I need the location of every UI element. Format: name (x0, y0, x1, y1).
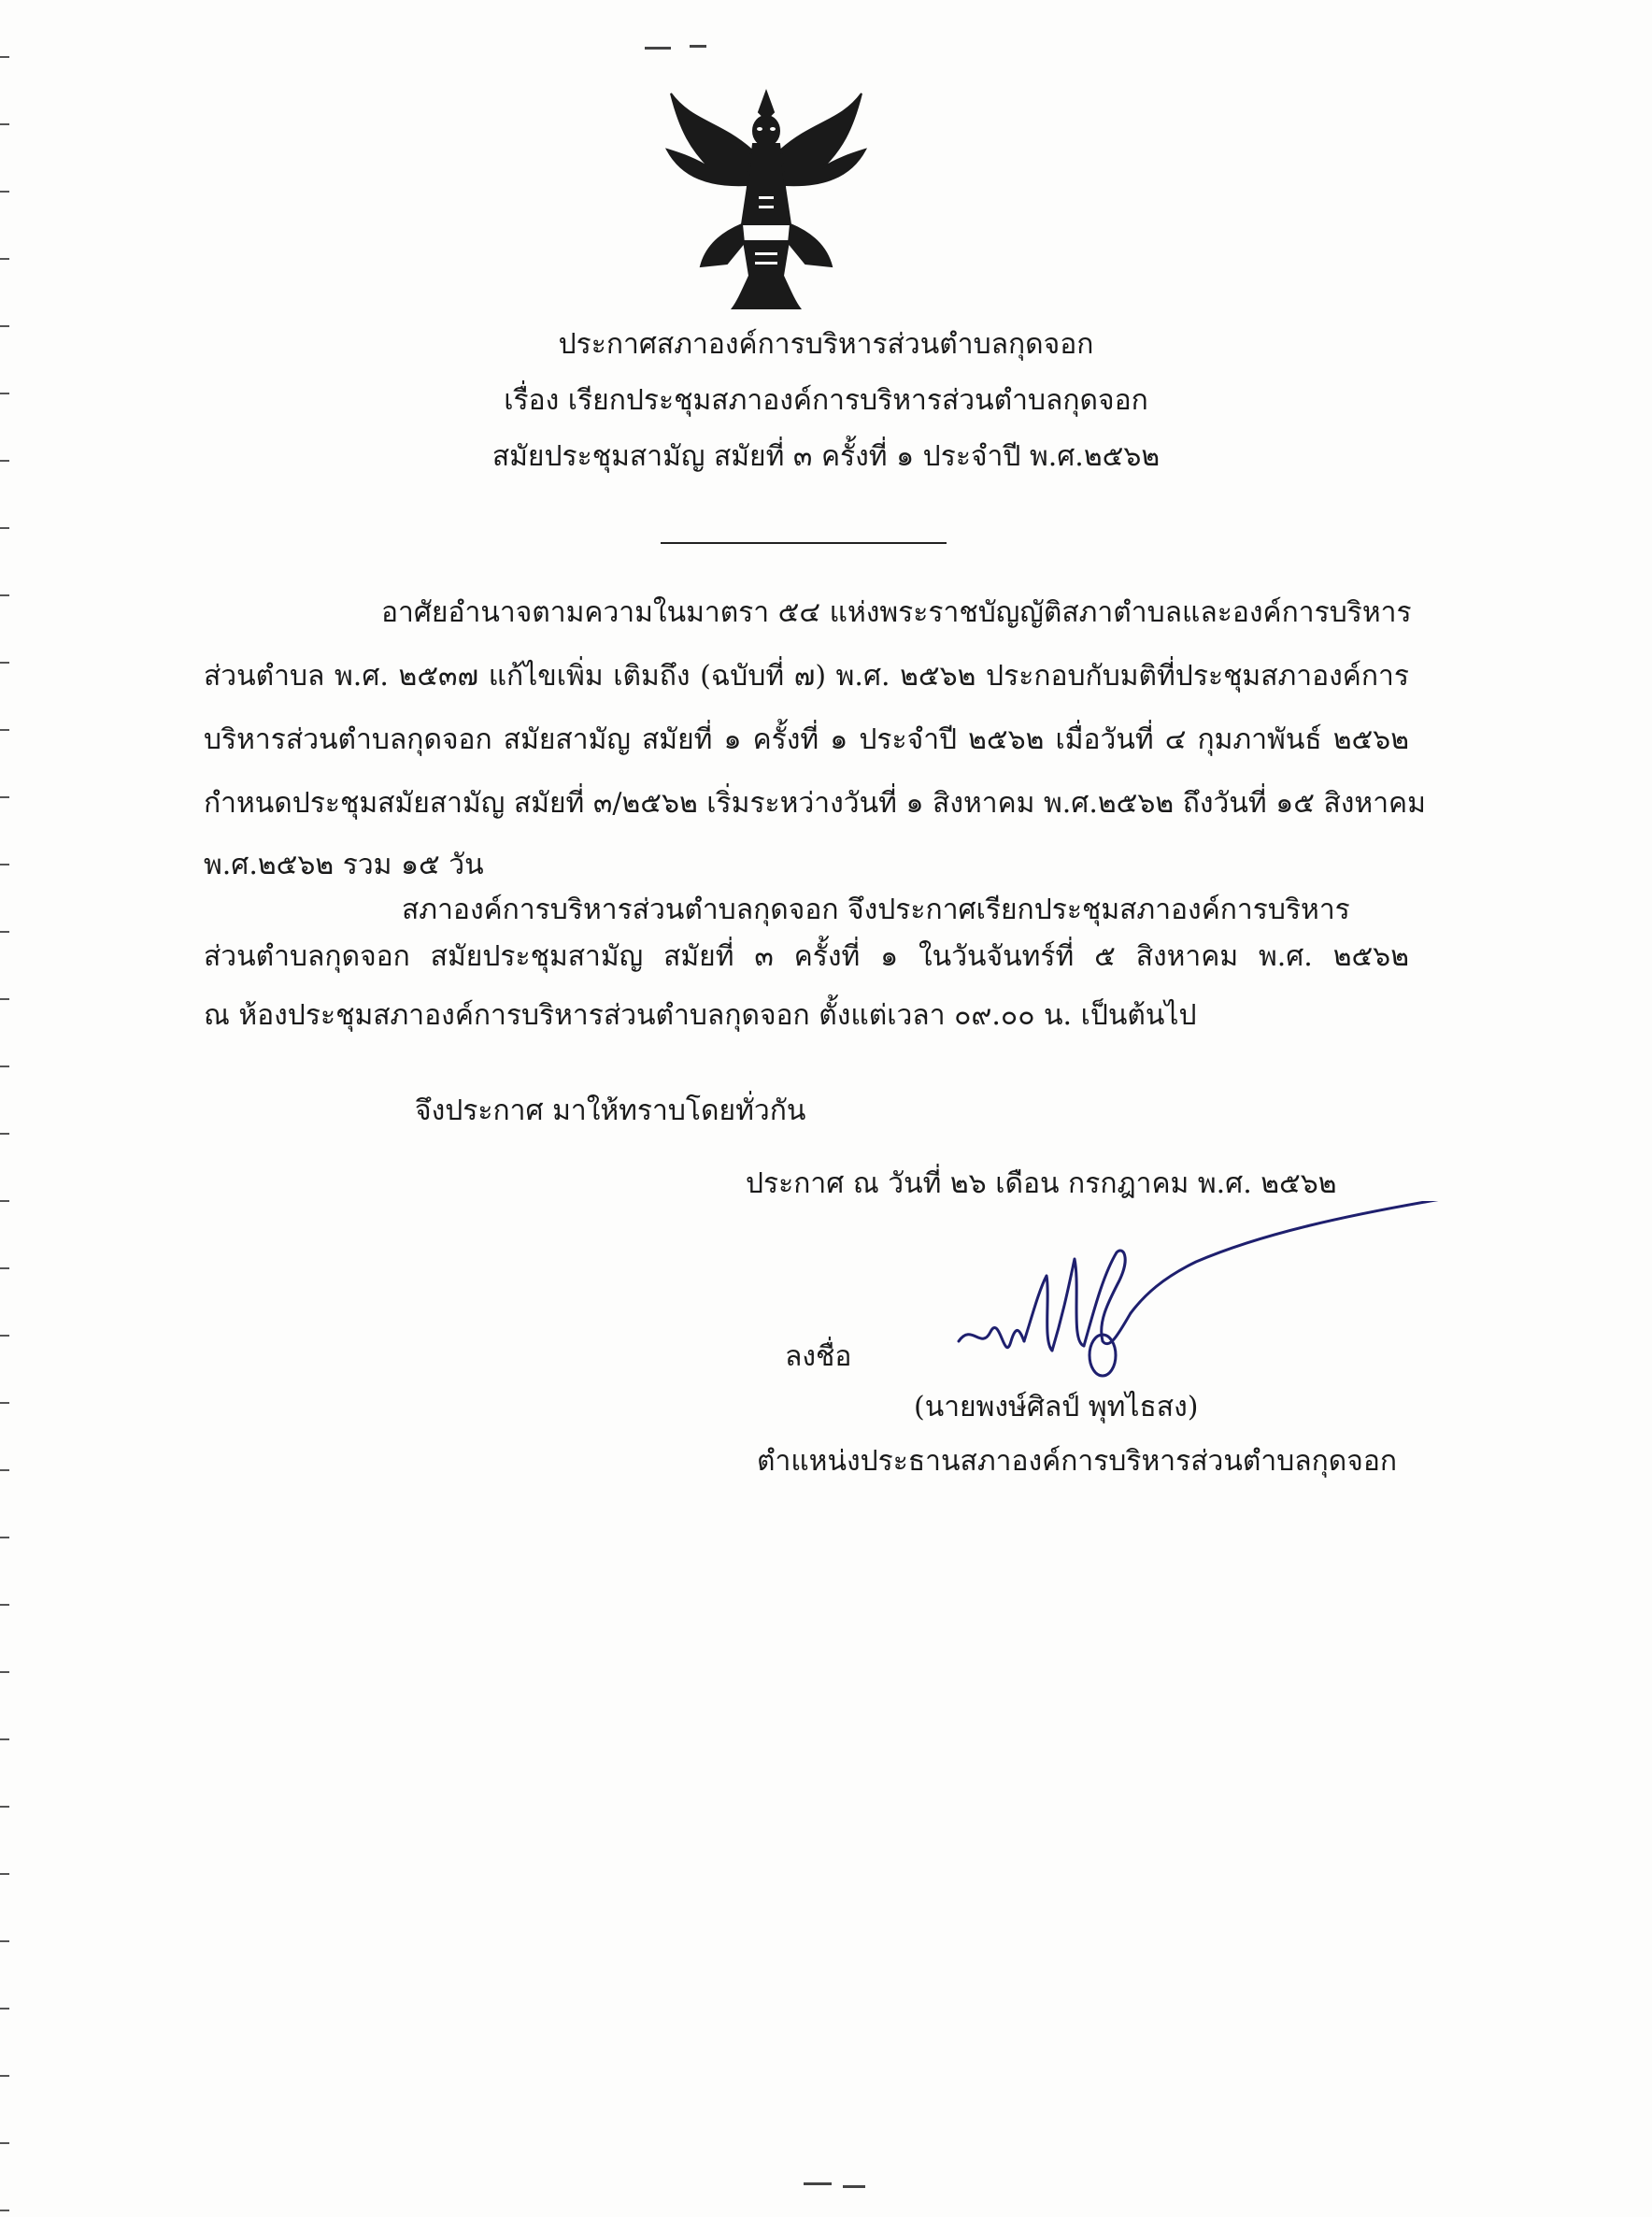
scan-tick (0, 1873, 9, 1875)
announcement-date: ประกาศ ณ วันที่ ๒๖ เดือน กรกฎาคม พ.ศ. ๒๕๖๒ (746, 1167, 1337, 1200)
scan-tick (0, 1469, 9, 1471)
scan-tick (0, 527, 9, 529)
signature-scribble-icon (953, 1201, 1458, 1388)
scan-tick (0, 998, 9, 1000)
paragraph-line: สภาองค์การบริหารส่วนตำบลกุดจอก จึงประกาศเรียกประชุมสภาองค์การบริหาร (402, 894, 1350, 926)
scan-tick (0, 1402, 9, 1404)
scan-tick (0, 258, 9, 260)
paragraph-line: บริหารส่วนตำบลกุดจอก สมัยสามัญ สมัยที่ ๑ ครั้งที่ ๑ ประจำปี ๒๕๖๒ เมื่อวันที่ ๔ กุมภาพันธ์ ๒๕๖๒ (204, 723, 1409, 756)
scan-tick (0, 729, 9, 731)
announcement-subject: เรื่อง เรียกประชุมสภาองค์การบริหารส่วนตำบลกุดจอก (504, 384, 1148, 417)
paragraph-line: พ.ศ.๒๕๖๒ รวม ๑๕ วัน (204, 849, 484, 881)
closing-line: จึงประกาศ มาให้ทราบโดยทั่วกัน (415, 1094, 806, 1127)
scan-tick (0, 1738, 9, 1740)
scan-tick (0, 931, 9, 933)
paragraph-line: ส่วนตำบล พ.ศ. ๒๕๓๗ แก้ไขเพิ่ม เติมถึง (ฉบับที่ ๗) พ.ศ. ๒๕๖๒ ประกอบกับมติที่ประชุมสภาองค์การ (204, 660, 1409, 693)
paragraph-line: อาศัยอำนาจตามความในมาตรา ๕๔ แห่งพระราชบัญญัติสภาตำบลและองค์การบริหาร (381, 596, 1412, 629)
paragraph-line: ณ ห้องประชุมสภาองค์การบริหารส่วนตำบลกุดจอก ตั้งแต่เวลา ๐๙.๐๐ น. เป็นต้นไป (204, 999, 1197, 1032)
scan-tick (0, 1335, 9, 1337)
garuda-emblem-icon (654, 84, 878, 318)
scan-tick (0, 594, 9, 596)
scan-tick (0, 1671, 9, 1673)
scan-tick (0, 1537, 9, 1538)
scan-tick (0, 864, 9, 865)
scan-tick (0, 1604, 9, 1606)
announcement-session: สมัยประชุมสามัญ สมัยที่ ๓ ครั้งที่ ๑ ประจำปี พ.ศ.๒๕๖๒ (491, 440, 1161, 473)
scan-mark-top (690, 45, 706, 48)
scan-mark-top (645, 47, 671, 50)
signer-name: (นายพงษ์ศิลป์ พุทไธสง) (914, 1391, 1199, 1423)
scan-tick (0, 1267, 9, 1269)
scan-tick (0, 2075, 9, 2077)
scan-tick (0, 1200, 9, 1202)
paragraph-line: ส่วนตำบลกุดจอก สมัยประชุมสามัญ สมัยที่ ๓ ครั้งที่ ๑ ในวันจันทร์ที่ ๕ สิงหาคม พ.ศ. ๒๕๖๒ (204, 940, 1409, 973)
scan-tick (0, 1133, 9, 1135)
scan-tick (0, 191, 9, 193)
scan-tick (0, 2142, 9, 2144)
scan-tick (0, 56, 9, 58)
scan-tick (0, 2210, 9, 2211)
signer-position: ตำแหน่งประธานสภาองค์การบริหารส่วนตำบลกุดจอก (757, 1445, 1398, 1478)
sign-label: ลงชื่อ (785, 1340, 852, 1373)
scan-tick (0, 662, 9, 664)
scan-tick (0, 1940, 9, 1942)
scan-tick (0, 1066, 9, 1067)
announcement-title: ประกาศสภาองค์การบริหารส่วนตำบลกุดจอก (558, 328, 1094, 361)
paragraph-line: กำหนดประชุมสมัยสามัญ สมัยที่ ๓/๒๕๖๒ เริ่มระหว่างวันที่ ๑ สิงหาคม พ.ศ.๒๕๖๒ ถึงวันที่ ๑๕ สิงหาคม (204, 787, 1426, 820)
scan-mark-bottom (843, 2185, 865, 2188)
scan-tick (0, 796, 9, 798)
scan-mark-bottom (804, 2182, 832, 2185)
scan-tick (0, 2008, 9, 2010)
title-divider (661, 542, 947, 544)
scan-tick (0, 1806, 9, 1808)
scan-tick (0, 123, 9, 125)
